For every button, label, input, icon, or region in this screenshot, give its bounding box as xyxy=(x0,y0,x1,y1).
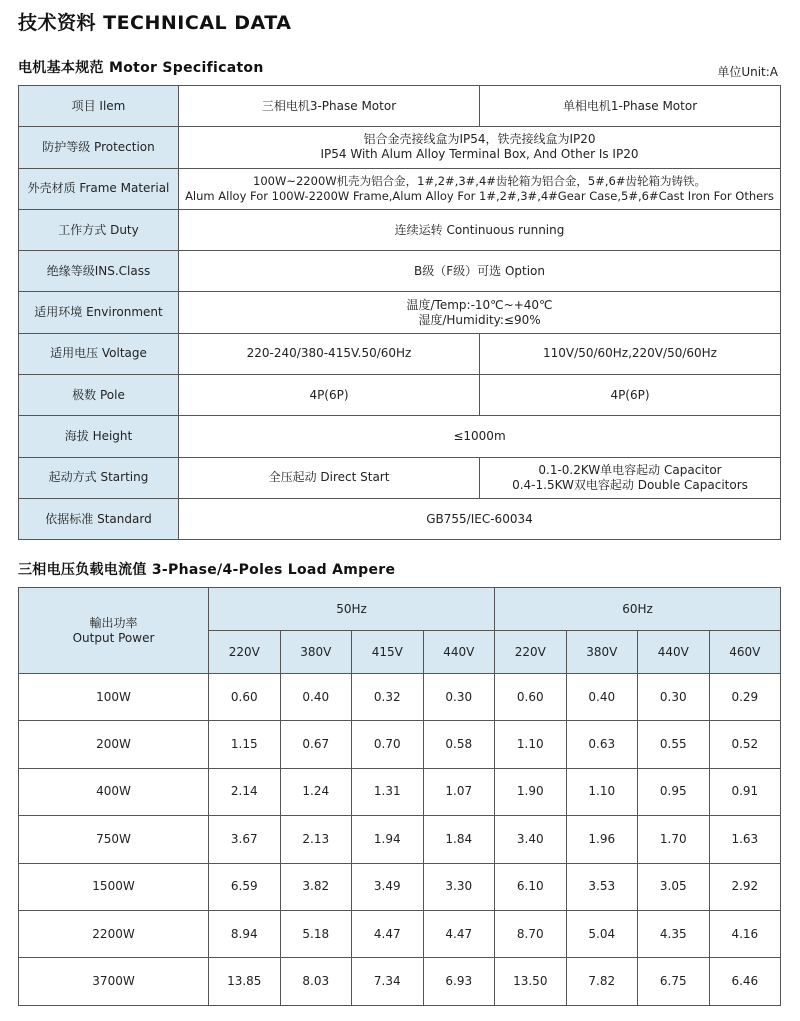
spec-row-ins-class xyxy=(19,251,781,292)
ampere-cell: 13.85 xyxy=(209,958,281,1005)
ampere-cell: 3.82 xyxy=(280,863,352,910)
spec-value-three-phase: 4P(6P) xyxy=(179,375,480,416)
ampere-cell: 0.70 xyxy=(352,721,424,768)
table-row xyxy=(19,958,781,1005)
freq-50hz-header: 50Hz xyxy=(209,588,495,631)
output-power-header xyxy=(19,588,209,674)
spec-value xyxy=(179,292,781,333)
spec-row-protection xyxy=(19,127,781,168)
ampere-cell: 6.46 xyxy=(709,958,781,1005)
spec-header-row xyxy=(19,86,781,127)
ampere-cell: 5.04 xyxy=(566,910,638,957)
ampere-cell: 6.75 xyxy=(638,958,710,1005)
ampere-cell: 0.60 xyxy=(209,674,281,721)
spec-value-three-phase: 全压起动 Direct Start xyxy=(179,457,480,498)
ampere-cell: 0.55 xyxy=(638,721,710,768)
spec-row-standard xyxy=(19,498,781,539)
voltage-header: 460V xyxy=(709,631,781,674)
ampere-cell: 3.67 xyxy=(209,816,281,863)
ampere-cell: 1.96 xyxy=(566,816,638,863)
ampere-cell: 0.32 xyxy=(352,674,424,721)
ampere-cell: 0.95 xyxy=(638,768,710,815)
spec-value-line: 100W~2200W机壳为铝合金，1#,2#,3#,4#齿轮箱为铝合金，5#,6#齿轮箱为铸铁。 xyxy=(253,173,706,188)
spec-value: ≤1000m xyxy=(179,416,781,457)
ampere-cell: 3.30 xyxy=(423,863,495,910)
spec-label: 适用环境 Environment xyxy=(19,292,179,333)
load-ampere-table xyxy=(18,587,781,1006)
spec-value-line: 湿度/Humidity:≤90% xyxy=(418,312,541,327)
voltage-header: 380V xyxy=(280,631,352,674)
spec-section-title: 电机基本规范 Motor Specificaton xyxy=(18,60,264,76)
ampere-cell: 4.35 xyxy=(638,910,710,957)
table-row xyxy=(19,721,781,768)
power-cell: 3700W xyxy=(19,958,209,1005)
ampere-cell: 1.24 xyxy=(280,768,352,815)
ampere-cell: 6.93 xyxy=(423,958,495,1005)
ampere-cell: 1.10 xyxy=(566,768,638,815)
spec-label: 极数 Pole xyxy=(19,375,179,416)
ampere-cell: 0.58 xyxy=(423,721,495,768)
ampere-cell: 7.82 xyxy=(566,958,638,1005)
ampere-cell: 4.47 xyxy=(352,910,424,957)
ampere-cell: 1.15 xyxy=(209,721,281,768)
spec-value-three-phase: 220-240/380-415V.50/60Hz xyxy=(179,333,480,374)
spec-value-line: 0.1-0.2KW单电容起动 Capacitor xyxy=(538,462,722,477)
ampere-cell: 0.67 xyxy=(280,721,352,768)
ampere-cell: 1.70 xyxy=(638,816,710,863)
ampere-cell: 7.34 xyxy=(352,958,424,1005)
voltage-header: 380V xyxy=(566,631,638,674)
spec-row-height xyxy=(19,416,781,457)
output-power-header-en: Output Power xyxy=(72,630,155,645)
ampere-cell: 3.40 xyxy=(495,816,567,863)
spec-label: 绝缘等级INS.Class xyxy=(19,251,179,292)
ampere-cell: 1.31 xyxy=(352,768,424,815)
spec-row-environment xyxy=(19,292,781,333)
spec-row-voltage xyxy=(19,333,781,374)
spec-label: 海拔 Height xyxy=(19,416,179,457)
ampere-cell: 6.59 xyxy=(209,863,281,910)
spec-item-header: 项目 Ilem xyxy=(19,86,179,127)
spec-row-frame-material xyxy=(19,168,781,209)
spec-value-single-phase: 110V/50/60Hz,220V/50/60Hz xyxy=(480,333,781,374)
spec-value-single-phase xyxy=(480,457,781,498)
spec-value: B级（F级）可选 Option xyxy=(179,251,781,292)
ampere-cell: 13.50 xyxy=(495,958,567,1005)
ampere-cell: 2.14 xyxy=(209,768,281,815)
ampere-cell: 0.30 xyxy=(423,674,495,721)
ampere-cell: 0.52 xyxy=(709,721,781,768)
ampere-cell: 4.16 xyxy=(709,910,781,957)
ampere-cell: 6.10 xyxy=(495,863,567,910)
spec-label: 适用电压 Voltage xyxy=(19,333,179,374)
table-row xyxy=(19,910,781,957)
ampere-cell: 8.03 xyxy=(280,958,352,1005)
power-cell: 2200W xyxy=(19,910,209,957)
spec-value: GB755/IEC-60034 xyxy=(179,498,781,539)
ampere-cell: 1.63 xyxy=(709,816,781,863)
power-cell: 200W xyxy=(19,721,209,768)
freq-60hz-header: 60Hz xyxy=(495,588,781,631)
ampere-cell: 2.13 xyxy=(280,816,352,863)
ampere-cell: 0.30 xyxy=(638,674,710,721)
ampere-cell: 0.40 xyxy=(280,674,352,721)
ampere-cell: 1.94 xyxy=(352,816,424,863)
spec-row-pole xyxy=(19,375,781,416)
table-row xyxy=(19,863,781,910)
ampere-cell: 3.05 xyxy=(638,863,710,910)
spec-value-line: Alum Alloy For 100W-2200W Frame,Alum Alloy For 1#,2#,3#,4#Gear Case,5#,6#Cast Iron For Others xyxy=(185,188,774,203)
ampere-cell: 1.90 xyxy=(495,768,567,815)
ampere-cell: 3.53 xyxy=(566,863,638,910)
ampere-cell: 0.91 xyxy=(709,768,781,815)
power-cell: 100W xyxy=(19,674,209,721)
ampere-cell: 0.60 xyxy=(495,674,567,721)
motor-spec-table xyxy=(18,85,781,540)
ampere-cell: 5.18 xyxy=(280,910,352,957)
three-phase-header: 三相电机3-Phase Motor xyxy=(179,86,480,127)
table-row xyxy=(19,768,781,815)
table-row xyxy=(19,674,781,721)
ampere-cell: 0.63 xyxy=(566,721,638,768)
spec-label: 依据标准 Standard xyxy=(19,498,179,539)
spec-value-line: 0.4-1.5KW双电容起动 Double Capacitors xyxy=(512,477,748,492)
spec-value-single-phase: 4P(6P) xyxy=(480,375,781,416)
power-cell: 400W xyxy=(19,768,209,815)
ampere-cell: 1.84 xyxy=(423,816,495,863)
power-cell: 1500W xyxy=(19,863,209,910)
spec-value-line: 铝合金壳接线盒为IP54，铁壳接线盒为IP20 xyxy=(363,132,596,147)
spec-value: 连续运转 Continuous running xyxy=(179,209,781,250)
single-phase-header: 单相电机1-Phase Motor xyxy=(480,86,781,127)
voltage-header: 440V xyxy=(638,631,710,674)
ampere-cell: 1.10 xyxy=(495,721,567,768)
ampere-cell: 3.49 xyxy=(352,863,424,910)
spec-value xyxy=(179,127,781,168)
ampere-cell: 0.29 xyxy=(709,674,781,721)
voltage-header: 440V xyxy=(423,631,495,674)
spec-value-line: IP54 With Alum Alloy Terminal Box, And Other Is IP20 xyxy=(320,147,639,162)
page-title: 技术资料 TECHNICAL DATA xyxy=(18,12,292,34)
spec-row-starting xyxy=(19,457,781,498)
spec-label: 工作方式 Duty xyxy=(19,209,179,250)
output-power-header-cn: 輸出功率 xyxy=(89,615,138,630)
spec-label: 防护等级 Protection xyxy=(19,127,179,168)
voltage-header: 220V xyxy=(209,631,281,674)
spec-value xyxy=(179,168,781,209)
amp-table-body xyxy=(19,674,781,1006)
ampere-cell: 0.40 xyxy=(566,674,638,721)
unit-label: 单位Unit:A xyxy=(717,65,778,79)
spec-row-duty xyxy=(19,209,781,250)
power-cell: 750W xyxy=(19,816,209,863)
spec-value-line: 温度/Temp:-10℃~+40℃ xyxy=(406,297,553,312)
amp-header-row-freq xyxy=(19,588,781,631)
spec-label: 起动方式 Starting xyxy=(19,457,179,498)
ampere-cell: 8.94 xyxy=(209,910,281,957)
spec-label: 外壳材质 Frame Material xyxy=(19,168,179,209)
ampere-cell: 1.07 xyxy=(423,768,495,815)
table-row xyxy=(19,816,781,863)
amps-section-title: 三相电压负载电流值 3-Phase/4-Poles Load Ampere xyxy=(18,562,396,578)
voltage-header: 415V xyxy=(352,631,424,674)
ampere-cell: 2.92 xyxy=(709,863,781,910)
voltage-header: 220V xyxy=(495,631,567,674)
ampere-cell: 8.70 xyxy=(495,910,567,957)
ampere-cell: 4.47 xyxy=(423,910,495,957)
